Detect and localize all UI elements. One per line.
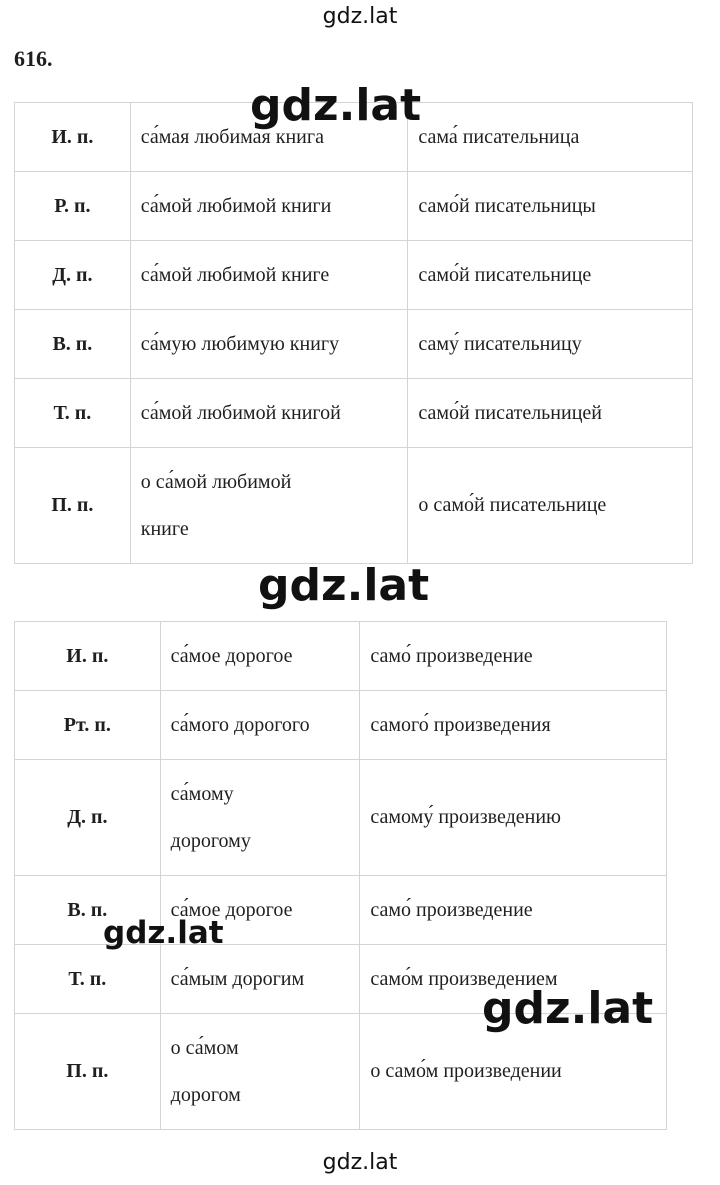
watermark-2: gdz.lat — [258, 560, 430, 611]
case-label: П. п. — [15, 448, 131, 564]
table-cell: о само́й писательнице — [408, 448, 693, 564]
exercise-number: 616. — [14, 46, 53, 71]
table-row — [15, 310, 693, 379]
cell-line: о са́мой любимой — [140, 470, 292, 493]
table-cell: са́мой любимой книгой — [130, 379, 408, 448]
table-cell: са́мое дорогое — [160, 876, 360, 945]
table-cell: самого́ произведения — [360, 691, 667, 760]
table-cell: сама́ писательница — [408, 103, 693, 172]
case-label: Д. п. — [15, 241, 131, 310]
table-cell: само́ произведение — [360, 622, 667, 691]
table-cell: само́й писательницей — [408, 379, 693, 448]
table-cell — [160, 760, 360, 876]
table-cell: само́й писательнице — [408, 241, 693, 310]
case-label: П. п. — [15, 1014, 161, 1130]
table-cell — [160, 1014, 360, 1130]
case-label: Рт. п. — [15, 691, 161, 760]
table-cell: само́й писательницы — [408, 172, 693, 241]
table-cell: самому́ произведению — [360, 760, 667, 876]
case-label: Р. п. — [15, 172, 131, 241]
table-cell: са́мой любимой книги — [130, 172, 408, 241]
cell-line: дорогом — [170, 1083, 241, 1106]
case-label: Т. п. — [15, 379, 131, 448]
table-cell — [130, 448, 408, 564]
watermark-top: gdz.lat — [322, 4, 398, 29]
case-label: И. п. — [15, 622, 161, 691]
table-row — [15, 760, 667, 876]
cell-line: книге — [140, 517, 189, 540]
case-label: В. п. — [15, 876, 161, 945]
table-cell: са́мым дорогим — [160, 945, 360, 1014]
table-cell: са́мая любимая книга — [130, 103, 408, 172]
table-row — [15, 691, 667, 760]
watermark-3: gdz.lat — [103, 915, 224, 951]
table-cell: са́мого дорогого — [160, 691, 360, 760]
cell-line: са́мому — [170, 782, 234, 805]
table-cell: само́ произведение — [360, 876, 667, 945]
table-row — [15, 622, 667, 691]
table-cell: са́мую любимую книгу — [130, 310, 408, 379]
case-label: И. п. — [15, 103, 131, 172]
cell-line: о са́мом — [170, 1036, 239, 1059]
watermark-4: gdz.lat — [482, 983, 654, 1034]
case-label: Д. п. — [15, 760, 161, 876]
table-cell: о само́м произведении — [360, 1014, 667, 1130]
watermark-1: gdz.lat — [250, 80, 422, 131]
declension-table-1 — [14, 102, 693, 564]
table-cell: саму́ писательницу — [408, 310, 693, 379]
table-row — [15, 448, 693, 564]
table-cell: са́мое дорогое — [160, 622, 360, 691]
case-label: Т. п. — [15, 945, 161, 1014]
table-row — [15, 172, 693, 241]
cell-line: дорогому — [170, 829, 251, 852]
watermark-bottom: gdz.lat — [322, 1150, 398, 1175]
table-row — [15, 379, 693, 448]
case-label: В. п. — [15, 310, 131, 379]
table-cell: само́м произведением — [360, 945, 667, 1014]
table-row — [15, 241, 693, 310]
declension-table-2 — [14, 621, 667, 1130]
table-cell: са́мой любимой книге — [130, 241, 408, 310]
